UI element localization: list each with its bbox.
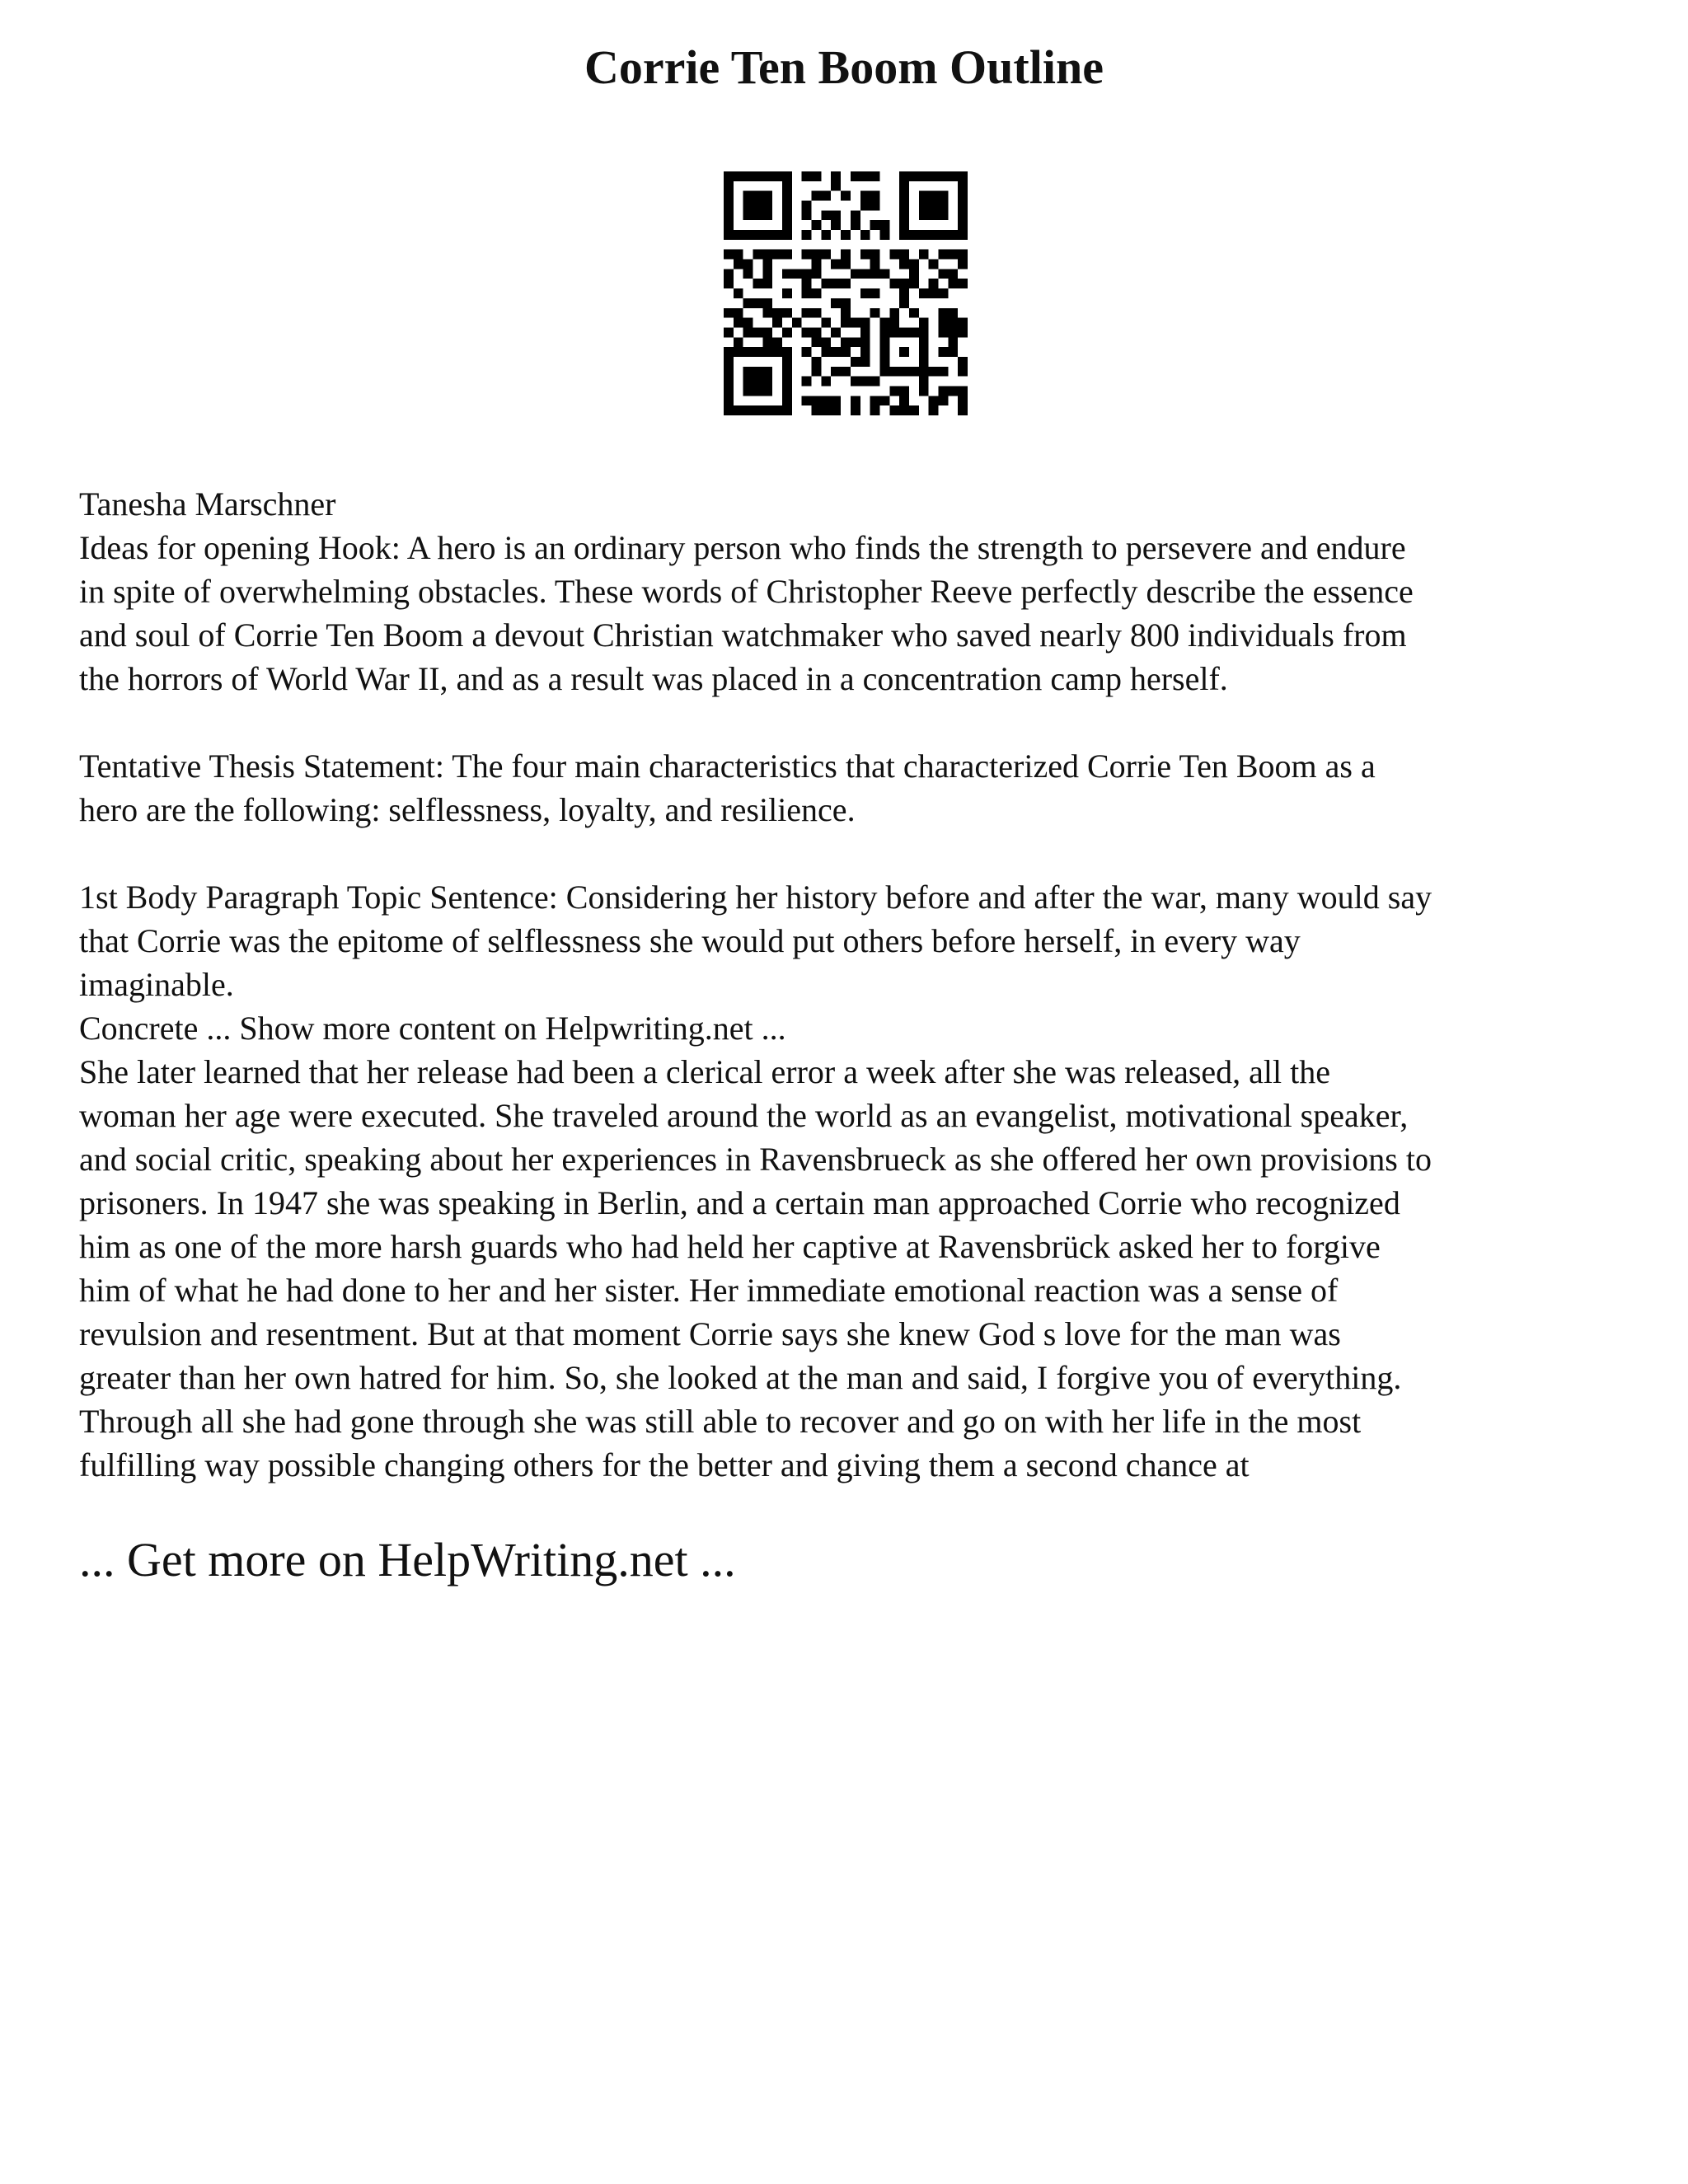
author-name: Tanesha Marschner (79, 485, 336, 523)
thesis-paragraph: Tentative Thesis Statement: The four main characteristics that characterized Corrie Ten Boom as a hero are the following: selflessness, loyalty, and resilience. (79, 748, 1376, 828)
document-body (79, 482, 1629, 1487)
continuation-paragraph: She later learned that her release had been a clerical error a week after she was released, all the woman her age were executed. She traveled around the world as an evangelist, motivational speaker, and social critic, speaking about her experiences in Ravensbrueck as she offered her own provisions to prisoners. In 1947 she was speaking in Berlin, and a certain man approached Corrie who recognized him as one of the more harsh guards who had held her captive at Ravensbrück asked her to forgive him of what he had done to her and her sister. Her immediate emotional reaction was a sense of revulsion and resentment. But at that moment Corrie says she knew God s love for the man was greater than her own hatred for him. So, she looked at the man and said, I forgive you of everything. Through all she had gone through she was still able to recover and go on with her life in the most fulfilling way possible changing others for the better and giving them a second chance at (79, 1053, 1432, 1483)
page-title: Corrie Ten Boom Outline (584, 40, 1104, 94)
qr-code-icon (724, 171, 968, 415)
get-more-link[interactable]: ... Get more on HelpWriting.net ... (79, 1533, 736, 1586)
hook-paragraph: Ideas for opening Hook: A hero is an ordinary person who finds the strength to persevere and endure in spite of overwhelming obstacles. These words of Christopher Reeve perfectly describe the essence and soul of Corrie Ten Boom a devout Christian watchmaker who saved nearly 800 individuals from the horrors of World War II, and as a result was placed in a concentration camp herself. (79, 529, 1414, 697)
body-topic-paragraph: 1st Body Paragraph Topic Sentence: Considering her history before and after the war, many would say that Corrie was the epitome of selflessness she would put others before herself, in every way imaginable. (79, 879, 1432, 1003)
show-more-link[interactable]: Concrete ... Show more content on Helpwriting.net ... (79, 1010, 786, 1047)
